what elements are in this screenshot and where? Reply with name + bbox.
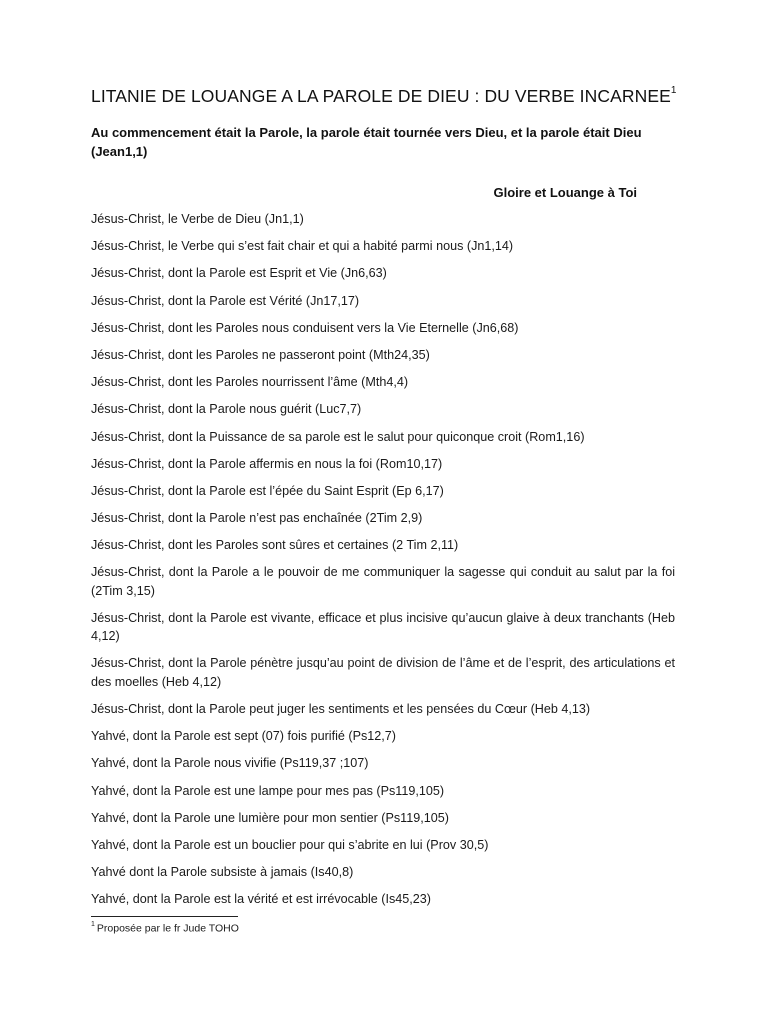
verse-item: Jésus-Christ, dont la Parole peut juger les sentiments et les pensées du Cœur (Heb 4,13): [91, 701, 591, 716]
verse-item: Yahvé, dont la Parole une lumière pour mon sentier (Ps119,105): [91, 810, 449, 825]
verse-item: Jésus-Christ, dont les Paroles ne passeront point (Mth24,35): [91, 347, 430, 362]
verse-item: Jésus-Christ, dont les Paroles nous conduisent vers la Vie Eternelle (Jn6,68): [91, 320, 519, 335]
verse-item: Jésus-Christ, dont la Parole est vivante, efficace et plus incisive qu’aucun glaive à deux tranchants (Heb 4,12): [91, 610, 675, 644]
verse-item: Jésus-Christ, dont les Paroles sont sûres et certaines (2 Tim 2,11): [91, 538, 459, 553]
verse-item: Yahvé, dont la Parole est sept (07) fois purifié (Ps12,7): [91, 729, 396, 744]
verse-item: Jésus-Christ, dont les Paroles nourrissent l’âme (Mth4,4): [91, 375, 409, 390]
footnote: [91, 922, 239, 935]
footnote-mark: 1: [91, 921, 95, 928]
document-title: [91, 86, 677, 107]
verse-item: Yahvé dont la Parole subsiste à jamais (Is40,8): [91, 865, 354, 880]
verse-item: Jésus-Christ, dont la Parole a le pouvoir de me communiquer la sagesse qui conduit au salut par la foi (2Tim 3,15): [91, 565, 675, 598]
title-text: LITANIE DE LOUANGE A LA PAROLE DE DIEU : DU VERBE INCARNEE: [91, 86, 671, 106]
verse-item: Yahvé, dont la Parole est une lampe pour mes pas (Ps119,105): [91, 783, 445, 798]
footnote-separator: [91, 916, 238, 917]
verse-item: Jésus-Christ, le Verbe de Dieu (Jn1,1): [91, 212, 304, 226]
verse-item: Jésus-Christ, dont la Parole est Vérité (Jn17,17): [91, 293, 360, 308]
refrain: Gloire et Louange à Toi: [493, 185, 637, 200]
verse-item: Jésus-Christ, dont la Parole n’est pas enchaînée (2Tim 2,9): [91, 511, 423, 526]
verse-item: Jésus-Christ, dont la Parole pénètre jusqu’au point de division de l’âme et de l’esprit, des articulations et des moelles (Heb 4,12): [91, 656, 675, 689]
verse-list: [91, 210, 675, 917]
verse-item: Jésus-Christ, dont la Parole nous guérit (Luc7,7): [91, 402, 362, 417]
verse-item: Jésus-Christ, dont la Parole affermis en nous la foi (Rom10,17): [91, 456, 443, 471]
verse-item: Yahvé, dont la Parole est un bouclier pour qui s’abrite en lui (Prov 30,5): [91, 837, 489, 852]
title-footnote-mark: 1: [670, 85, 677, 97]
verse-item: Jésus-Christ, dont la Puissance de sa parole est le salut pour quiconque croit (Rom1,16): [91, 429, 585, 444]
verse-item: Jésus-Christ, dont la Parole est Esprit et Vie (Jn6,63): [91, 266, 387, 281]
epigraph: Au commencement était la Parole, la parole était tournée vers Dieu, et la parole était Dieu (Jean1,1): [91, 125, 642, 159]
verse-item: Jésus-Christ, le Verbe qui s’est fait chair et qui a habité parmi nous (Jn1,14): [91, 239, 514, 254]
verse-item: Yahvé, dont la Parole est la vérité et est irrévocable (Is45,23): [91, 892, 431, 907]
verse-item: Yahvé, dont la Parole nous vivifie (Ps119,37 ;107): [91, 756, 369, 771]
verse-item: Jésus-Christ, dont la Parole est l’épée du Saint Esprit (Ep 6,17): [91, 483, 444, 498]
footnote-text: Proposée par le fr Jude TOHO: [96, 922, 239, 935]
